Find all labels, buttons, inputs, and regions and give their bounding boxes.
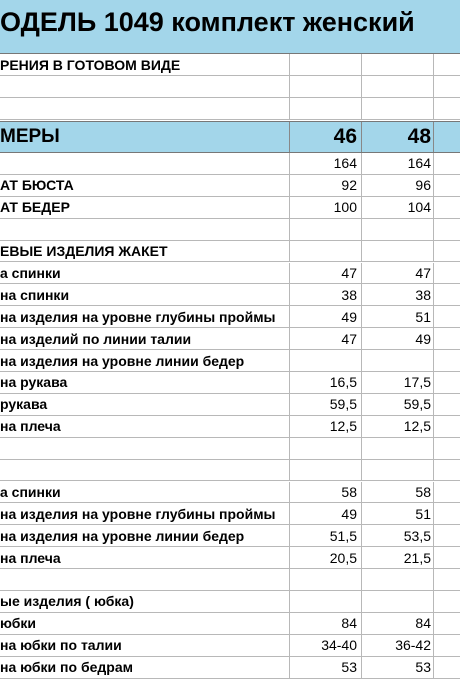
value-size-48[interactable] bbox=[362, 591, 434, 612]
size-46-header[interactable]: 46 bbox=[290, 122, 362, 152]
cell-46[interactable] bbox=[290, 54, 362, 75]
table-row bbox=[0, 175, 460, 197]
table-row bbox=[0, 503, 460, 525]
cell-extra[interactable] bbox=[434, 54, 460, 75]
value-size-46[interactable]: 164 bbox=[290, 153, 362, 174]
sizes-label[interactable]: МЕРЫ bbox=[0, 122, 290, 152]
value-size-46[interactable]: 92 bbox=[290, 175, 362, 196]
row-label[interactable]: на рукава bbox=[0, 372, 290, 393]
cell-extra[interactable] bbox=[434, 460, 460, 481]
row-label[interactable]: а спинки bbox=[0, 263, 290, 284]
cell-extra[interactable] bbox=[434, 416, 460, 437]
table-row bbox=[0, 569, 460, 591]
row-label[interactable]: на изделий по линии талии bbox=[0, 328, 290, 349]
table-row bbox=[0, 613, 460, 635]
row-label[interactable]: на изделия на уровне глубины проймы bbox=[0, 306, 290, 327]
value-size-46[interactable] bbox=[290, 438, 362, 459]
table-row bbox=[0, 460, 460, 482]
row-label[interactable]: на изделия на уровне глубины проймы bbox=[0, 503, 290, 524]
value-size-48[interactable]: 59,5 bbox=[362, 394, 434, 415]
cell-extra[interactable] bbox=[434, 482, 460, 503]
cell-extra[interactable] bbox=[434, 438, 460, 459]
table-row bbox=[0, 394, 460, 416]
cell-46[interactable] bbox=[290, 98, 362, 119]
row-label[interactable]: АТ БЕДЕР bbox=[0, 197, 290, 218]
cell-extra[interactable] bbox=[434, 613, 460, 634]
value-size-48[interactable]: 53,5 bbox=[362, 525, 434, 546]
cell-extra[interactable] bbox=[434, 503, 460, 524]
row-label[interactable]: на юбки по талии bbox=[0, 635, 290, 656]
cell-extra[interactable] bbox=[434, 569, 460, 590]
cell-extra[interactable] bbox=[434, 76, 460, 97]
table-row bbox=[0, 241, 460, 263]
table-row bbox=[0, 306, 460, 328]
table-row bbox=[0, 591, 460, 613]
value-size-46[interactable]: 38 bbox=[290, 284, 362, 305]
value-size-48[interactable]: 36-42 bbox=[362, 635, 434, 656]
cell-extra[interactable] bbox=[434, 635, 460, 656]
value-size-46[interactable]: 16,5 bbox=[290, 372, 362, 393]
value-size-46[interactable]: 47 bbox=[290, 328, 362, 349]
value-size-48[interactable]: 38 bbox=[362, 284, 434, 305]
row-label[interactable]: а спинки bbox=[0, 482, 290, 503]
value-size-48[interactable] bbox=[362, 569, 434, 590]
table-row bbox=[0, 284, 460, 306]
sheet-title: ОДЕЛЬ 1049 комплект женский bbox=[0, 7, 415, 37]
cell-extra[interactable] bbox=[434, 98, 460, 119]
row-label[interactable] bbox=[0, 219, 290, 240]
row-label[interactable]: на юбки по бедрам bbox=[0, 657, 290, 678]
table-row bbox=[0, 76, 460, 98]
value-size-46[interactable] bbox=[290, 569, 362, 590]
value-size-46[interactable]: 49 bbox=[290, 306, 362, 327]
value-size-48[interactable]: 51 bbox=[362, 306, 434, 327]
cell-48[interactable] bbox=[362, 54, 434, 75]
value-size-46[interactable]: 51,5 bbox=[290, 525, 362, 546]
value-size-46[interactable]: 20,5 bbox=[290, 547, 362, 568]
sizes-header-row bbox=[0, 121, 460, 153]
value-size-48[interactable]: 53 bbox=[362, 657, 434, 678]
row-label[interactable]: на изделия на уровне линии бедер bbox=[0, 525, 290, 546]
cell-extra[interactable] bbox=[434, 197, 460, 218]
value-size-48[interactable]: 96 bbox=[362, 175, 434, 196]
value-size-48[interactable]: 51 bbox=[362, 503, 434, 524]
value-size-46[interactable]: 100 bbox=[290, 197, 362, 218]
value-size-48[interactable]: 84 bbox=[362, 613, 434, 634]
row-label[interactable] bbox=[0, 438, 290, 459]
table-row bbox=[0, 98, 460, 120]
cell-extra[interactable] bbox=[434, 350, 460, 371]
table-row bbox=[0, 547, 460, 569]
row-label[interactable]: на плеча bbox=[0, 547, 290, 568]
value-size-48[interactable]: 58 bbox=[362, 482, 434, 503]
value-size-48[interactable]: 104 bbox=[362, 197, 434, 218]
row-label[interactable]: на спинки bbox=[0, 284, 290, 305]
table-row bbox=[0, 438, 460, 460]
table-row bbox=[0, 328, 460, 350]
cell-extra[interactable] bbox=[434, 657, 460, 678]
cell-extra[interactable] bbox=[434, 284, 460, 305]
cell-extra[interactable] bbox=[434, 372, 460, 393]
cell-extra[interactable] bbox=[434, 263, 460, 284]
cell-extra[interactable] bbox=[434, 153, 460, 174]
cell-extra[interactable] bbox=[434, 175, 460, 196]
row-label[interactable]: ЕВЫЕ ИЗДЕЛИЯ ЖАКЕТ bbox=[0, 241, 290, 262]
table-row bbox=[0, 482, 460, 504]
table-row bbox=[0, 635, 460, 657]
cell-48[interactable] bbox=[362, 76, 434, 97]
value-size-46[interactable]: 34-40 bbox=[290, 635, 362, 656]
value-size-46[interactable]: 59,5 bbox=[290, 394, 362, 415]
table-row bbox=[0, 219, 460, 241]
value-size-46[interactable]: 58 bbox=[290, 482, 362, 503]
table-row bbox=[0, 657, 460, 679]
row-label[interactable] bbox=[0, 460, 290, 481]
value-size-48[interactable] bbox=[362, 219, 434, 240]
table-row bbox=[0, 153, 460, 175]
value-size-48[interactable]: 47 bbox=[362, 263, 434, 284]
cell-extra[interactable] bbox=[434, 306, 460, 327]
row-label[interactable]: АТ БЮСТА bbox=[0, 175, 290, 196]
value-size-46[interactable]: 47 bbox=[290, 263, 362, 284]
value-size-46[interactable] bbox=[290, 350, 362, 371]
table-row bbox=[0, 416, 460, 438]
value-size-46[interactable] bbox=[290, 219, 362, 240]
cell-extra[interactable] bbox=[434, 328, 460, 349]
value-size-46[interactable]: 12,5 bbox=[290, 416, 362, 437]
cell-extra[interactable] bbox=[434, 394, 460, 415]
value-size-46[interactable]: 49 bbox=[290, 503, 362, 524]
table-row bbox=[0, 350, 460, 372]
row-label[interactable]: ые изделия ( юбка) bbox=[0, 591, 290, 612]
value-size-46[interactable]: 84 bbox=[290, 613, 362, 634]
size-48-header[interactable]: 48 bbox=[362, 122, 434, 152]
label-cell[interactable] bbox=[0, 76, 290, 97]
title-bar bbox=[0, 0, 460, 54]
value-size-48[interactable] bbox=[362, 241, 434, 262]
label-cell[interactable] bbox=[0, 98, 290, 119]
value-size-48[interactable]: 49 bbox=[362, 328, 434, 349]
value-size-46[interactable] bbox=[290, 241, 362, 262]
value-size-48[interactable] bbox=[362, 350, 434, 371]
row-label[interactable]: юбки bbox=[0, 613, 290, 634]
row-label[interactable]: на плеча bbox=[0, 416, 290, 437]
cell-extra[interactable] bbox=[434, 525, 460, 546]
value-size-48[interactable] bbox=[362, 438, 434, 459]
value-size-48[interactable]: 17,5 bbox=[362, 372, 434, 393]
cell-48[interactable] bbox=[362, 98, 434, 119]
cell-extra[interactable] bbox=[434, 241, 460, 262]
value-size-48[interactable] bbox=[362, 460, 434, 481]
value-size-46[interactable]: 53 bbox=[290, 657, 362, 678]
cell-extra[interactable] bbox=[434, 547, 460, 568]
cell-extra[interactable] bbox=[434, 219, 460, 240]
row-label[interactable] bbox=[0, 569, 290, 590]
table-row bbox=[0, 372, 460, 394]
table-row bbox=[0, 525, 460, 547]
cell-46[interactable] bbox=[290, 76, 362, 97]
row-label[interactable] bbox=[0, 153, 290, 174]
value-size-46[interactable] bbox=[290, 460, 362, 481]
value-size-46[interactable] bbox=[290, 591, 362, 612]
cell-extra[interactable] bbox=[434, 591, 460, 612]
cell-extra[interactable] bbox=[434, 122, 460, 152]
table-row bbox=[0, 263, 460, 285]
value-size-48[interactable]: 164 bbox=[362, 153, 434, 174]
row-label[interactable]: рукава bbox=[0, 394, 290, 415]
value-size-48[interactable]: 12,5 bbox=[362, 416, 434, 437]
table-row bbox=[0, 197, 460, 219]
subtitle-cell[interactable]: РЕНИЯ В ГОТОВОМ ВИДЕ bbox=[0, 54, 290, 75]
value-size-48[interactable]: 21,5 bbox=[362, 547, 434, 568]
subtitle-row bbox=[0, 54, 460, 76]
row-label[interactable]: на изделия на уровне линии бедер bbox=[0, 350, 290, 371]
